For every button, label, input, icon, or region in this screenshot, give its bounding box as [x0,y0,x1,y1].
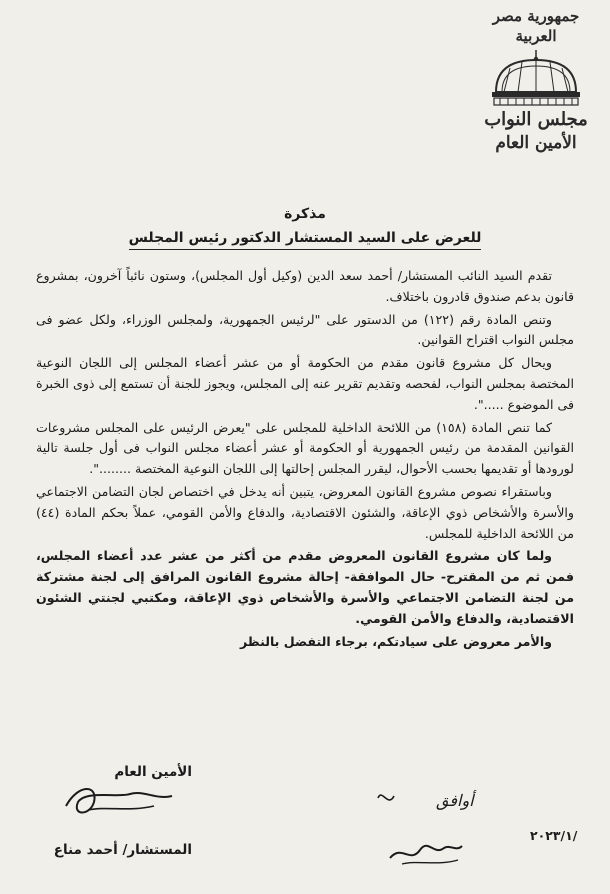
memo-header [0,204,610,250]
approval-signature [384,826,464,870]
paragraph: تقدم السيد النائب المستشار/ أحمد سعد الدين (وكيل أول المجلس)، وستون نائباً آخرون، بمشروع قانون بدعم صندوق قادرون باختلاف. [36,268,574,304]
paragraph: وتنص المادة رقم (١٢٢) من الدستور على "لرئيس الجمهورية، ولمجلس الوزراء، ولكل عضو فى مجلس النواب اقتراح القوانين. [36,311,574,348]
handwritten-signature [58,776,178,826]
memo-body [36,266,574,654]
closing-line: والأمر معروض على سيادتكم، برجاء التفضل بالنظر [239,633,552,649]
letterhead [476,6,596,166]
letterhead-country: جمهورية مصر العربية [492,7,580,45]
paragraph: كما تنص المادة (١٥٨) من اللائحة الداخلية للمجلس على "يعرض الرئيس على المجلس مشروعات القوانين المقدمة من رئيس الجمهورية أو الحكومة أو عشر أعضاء مجلس النواب فى أول جلسة تالية لورودها أو تقديمها بحسب الأحوال، ليقرر المجلس إحالتها إلى اللجان النوعية المختصة ........". [36,419,574,477]
signatory-name: المستشار/ أحمد مناع [53,842,192,858]
paragraph: وباستقراء نصوص مشروع القانون المعروض، يتبين أنه يدخل في اختصاص لجان التضامن الاجتماعي والأسرة والأشخاص ذوي الإعاقة، والشئون الاقتصادية، والدفاع والأمن القومي، عملاً بحكم المادة (٤٤) من اللائحة الداخلية للمجلس. [36,483,574,541]
document-date: ٢٠٢٣/١/ [530,828,578,843]
approval-note-text: أوافق [436,791,474,810]
memo-title: مذكرة [284,206,326,222]
memo-subtitle: للعرض على السيد المستشار الدكتور رئيس المجلس [129,228,482,250]
letterhead-council: مجلس النواب [484,109,588,130]
signatory-role: الأمين العام [114,764,192,780]
parliament-dome-icon [488,48,584,108]
paragraph: ويحال كل مشروع قانون مقدم من الحكومة أو من عشر أعضاء المجلس إلى اللجان النوعية المختصة بمجلس النواب، لفحصه وتقديم تقرير عنه إلى المجلس، ويجوز للجنة أن تستمع إلى ذوى الخبرة فى الموضوع .....". [36,355,574,412]
paragraph: ولما كان مشروع القانون المعروض مقدم من أكثر من عشر عدد أعضاء المجلس، فمن ثم من المقترح- حال الموافقة- إحالة مشروع القانون المرافق إلى لجنة مشتركة من لجنة التضامن الاجتماعي والأسرة والأشخاص ذوي الإعاقة، ومكتبي لجنتي الشئون الاقتصادية، والدفاع والأمن القومي. [36,548,574,626]
handwritten-approval-note [372,778,474,818]
letterhead-office: الأمين العام [495,133,577,153]
